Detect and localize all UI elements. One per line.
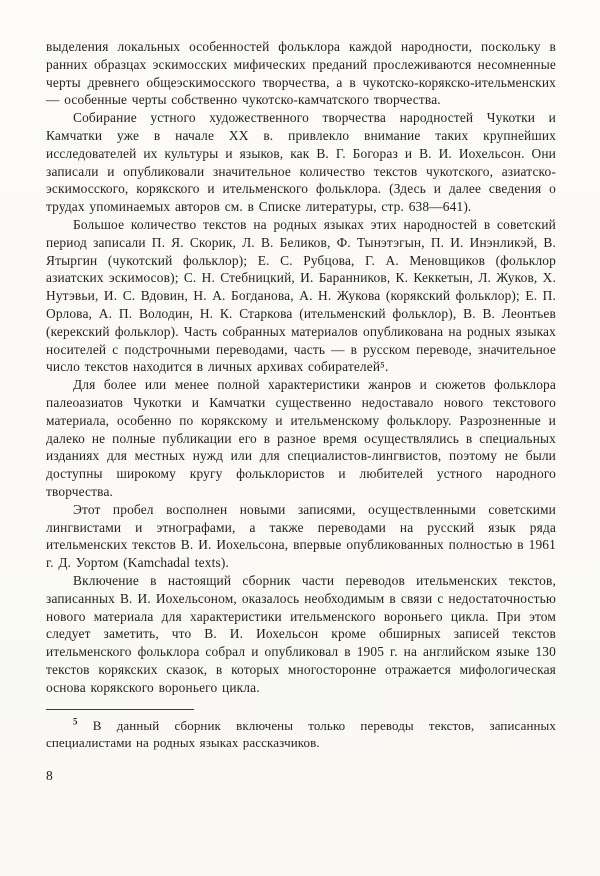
text-block (46, 38, 556, 696)
page-number: 8 (46, 768, 54, 784)
body-paragraph: Для более или менее полной характеристики жанров и сюжетов фольклора палеоазиатов Чукотки и Камчатки существенно недоставало нового текстового материала, особенно по корякскому и ительменскому фольклору. Разрозненные и далеко не полные публикации его в разное время осуществлялись в специальных изданиях для местных нужд или для специалистов-лингвистов, поэтому не были доступны широкому кругу фольклористов и любителей устного народного творчества. (46, 377, 556, 499)
body-paragraph: Включение в настоящий сборник части переводов ительменских текстов, записанных В. И. Иохельсоном, оказалось необходимым в связи с недостаточностью нового материала для характеристики ительменского вороньего цикла. При этом следует заметить, что В. И. Иохельсон кроме обширных записей текстов ительменского фольклора собрал и опубликовал в 1905 г. на английском языке 130 текстов корякских сказок, в которых многосторонне отражается мифологическая основа корякского вороньего цикла. (46, 572, 556, 695)
body-paragraph: Большое количество текстов на родных языках этих народностей в советский период записали П. Я. Скорик, Л. В. Беликов, Ф. Тынэтэгын, П. И. Инэнликэй, В. Ятыргин (чукотский фольклор); Е. С. Рубцова, Г. А. Меновщиков (фольклор азиатских эскимосов); С. Н. Стебницкий, И. Баранников, К. Кеккетын, Л. Жуков, Х. Нутэвьи, И. С. Вдовин, Н. А. Богданова, А. Н. Жукова (корякский фольклор); Е. П. Орлова, А. П. Володин, Н. К. Старкова (ительменский фольклор), В. В. Леонтьев (керекский фольклор). Часть собранных материалов опубликована на родных языках носителей с подстрочными переводами, часть — в русском переводе, значительное число текстов находится в личных архивах собирателей⁵. (46, 216, 556, 375)
footnote-section (46, 709, 556, 751)
footnote-divider (46, 709, 194, 710)
footnote-marker: 5 (73, 717, 78, 728)
footnote-paragraph (46, 717, 556, 751)
body-paragraph: Этот пробел восполнен новыми записями, осуществленными советскими лингвистами и этнографами, а также переводами на русский язык ряда ительменских текстов В. И. Иохельсона, впервые опубликованных полностью в 1961 г. Д. Уортом (Kamchadal texts). (46, 501, 556, 571)
body-paragraph: Собирание устного художественного творчества народностей Чукотки и Камчатки уже в начале XX в. привлекло внимание таких крупнейших исследователей их культуры и языков, как В. Г. Богораз и В. И. Иохельсон. Они записали и опубликовали значительное количество текстов чукотского, азиатско-эскимосского, корякского и ительменского фольклора. (Здесь и далее сведения о трудах упоминаемых авторов см. в Списке литературы, стр. 638—641). (46, 110, 556, 215)
body-paragraph: выделения локальных особенностей фольклора каждой народности, поскольку в ранних образцах эскимосских мифических преданий прослеживаются несомненные черты древнего общеэскимосского творчества, а в чукотско-корякско-ительменских — особенные черты собственно чукотско-камчатского творчества. (46, 39, 556, 108)
footnote-text: В данный сборник включены только переводы текстов, записанных специалистами на родных языках рассказчиков. (46, 718, 556, 751)
